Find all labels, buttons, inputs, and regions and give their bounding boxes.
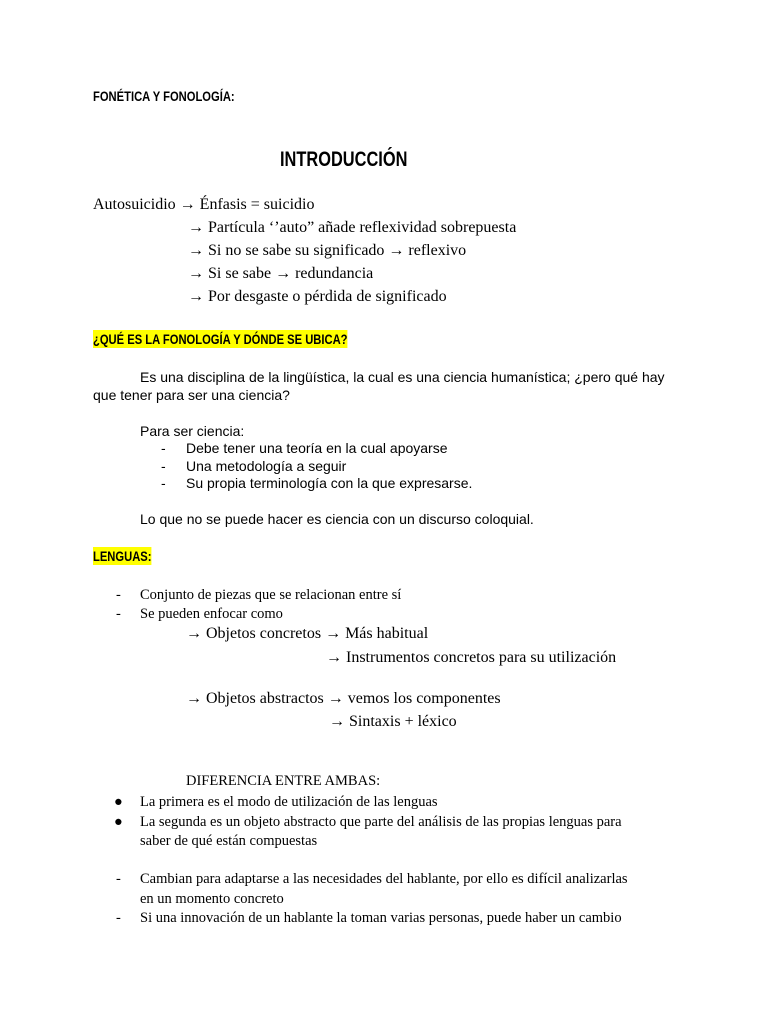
intro-item: → Por desgaste o pérdida de significado [188, 288, 447, 305]
document-title: FONÉTICA Y FONOLOGÍA: [93, 88, 235, 104]
paragraph-line: Es una disciplina de la lingüística, la cual es una ciencia humanística; ¿pero qué hay [140, 369, 665, 385]
list-item: La segunda es un objeto abstracto que parte del análisis de las propias lenguas para [140, 814, 622, 830]
section-heading-lenguas: LENGUAS: [93, 548, 152, 564]
list-item: Su propia terminología con la que expresarse. [186, 475, 473, 491]
concretos-sub: → Instrumentos concretos para su utilización [326, 649, 617, 666]
dash-marker: - [116, 910, 121, 926]
diferencia-heading: DIFERENCIA ENTRE AMBAS: [186, 773, 381, 789]
dash-marker: - [116, 606, 121, 622]
list-item: Debe tener una teoría en la cual apoyarse [186, 440, 448, 456]
intro-item: → Partícula ‘’auto” añade reflexividad sobrepuesta [188, 219, 517, 236]
dash-marker: - [116, 871, 121, 887]
main-heading: INTRODUCCIÓN [280, 148, 408, 171]
list-intro: Para ser ciencia: [140, 423, 245, 439]
list-item: Si una innovación de un hablante la toman varias personas, puede haber un cambio [140, 910, 622, 926]
intro-item: → Si se sabe → redundancia [188, 265, 374, 282]
concretos-line: → Objetos concretos → Más habitual [186, 625, 429, 642]
intro-item: → Si no se sabe su significado → reflexivo [188, 242, 467, 259]
dash-marker: - [161, 475, 166, 491]
list-item: Una metodología a seguir [186, 458, 347, 474]
list-item-continuation: en un momento concreto [140, 891, 284, 907]
list-item-continuation: saber de qué están compuestas [140, 833, 318, 849]
list-item: La primera es el modo de utilización de las lenguas [140, 794, 438, 810]
dash-marker: - [161, 458, 166, 474]
section-heading-fonologia: ¿QUÉ ES LA FONOLOGÍA Y DÓNDE SE UBICA? [93, 331, 348, 347]
abstractos-line: → Objetos abstractos → vemos los componentes [186, 690, 501, 707]
bullet-dot: ● [114, 814, 123, 830]
dash-marker: - [116, 587, 121, 603]
list-item: Cambian para adaptarse a las necesidades del hablante, por ello es difícil analizarlas [140, 871, 628, 887]
list-item: Conjunto de piezas que se relacionan entre sí [140, 587, 402, 603]
closing-sentence: Lo que no se puede hacer es ciencia con un discurso coloquial. [140, 511, 534, 527]
paragraph-line: que tener para ser una ciencia? [93, 387, 290, 403]
dash-marker: - [161, 440, 166, 456]
abstractos-sub: → Sintaxis + léxico [329, 713, 457, 730]
bullet-dot: ● [114, 794, 123, 810]
intro-line: Autosuicidio → Énfasis = suicidio [93, 196, 315, 213]
list-item: Se pueden enfocar como [140, 606, 283, 622]
